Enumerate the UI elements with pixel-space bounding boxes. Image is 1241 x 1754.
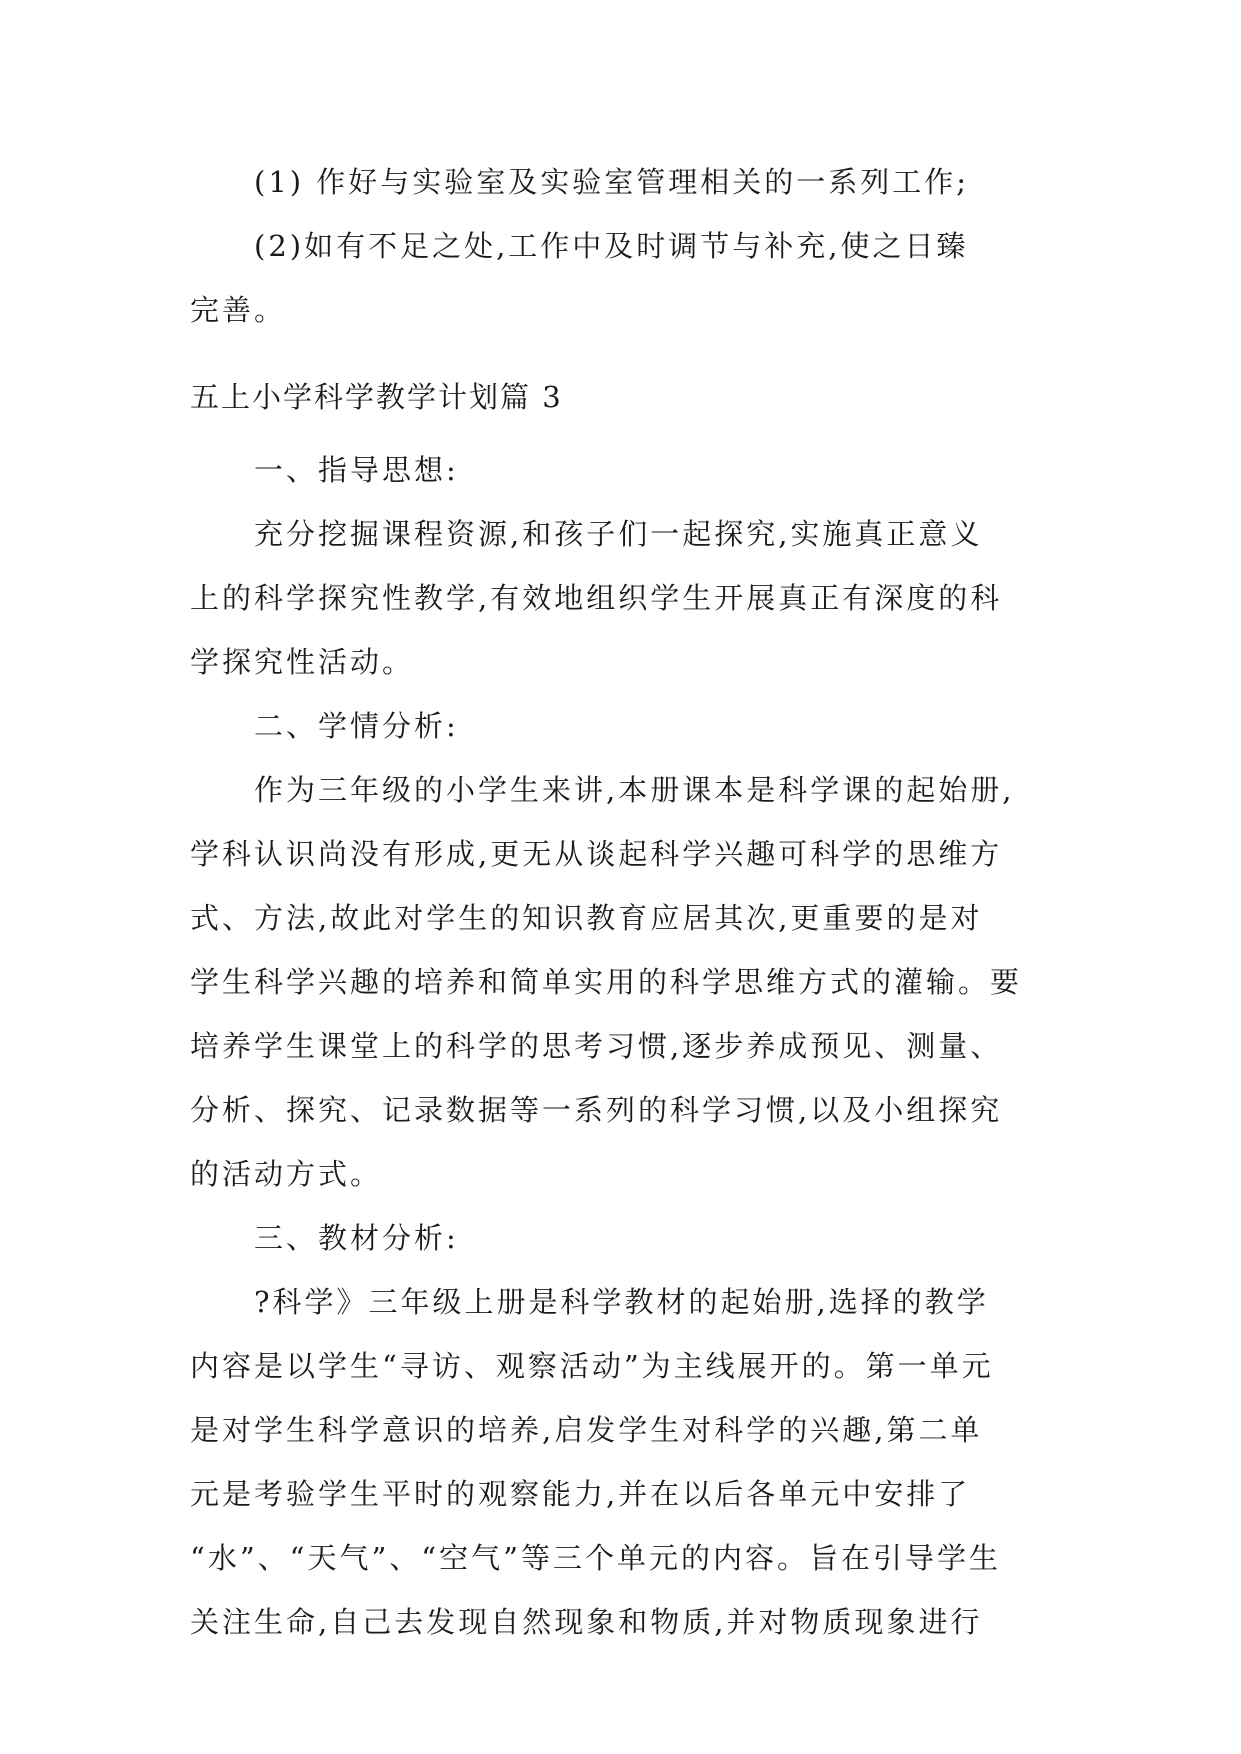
text-line: ?科学》三年级上册是科学教材的起始册,选择的教学 [254,1285,989,1319]
text-line: 作为三年级的小学生来讲,本册课本是科学课的起始册, [254,773,1015,807]
text-line: 关注生命,自己去发现自然现象和物质,并对物质现象进行 [190,1605,983,1639]
text-line: 培养学生课堂上的科学的思考习惯,逐步养成预见、测量、 [190,1029,1003,1063]
text-line: 三、教材分析: [254,1221,459,1255]
text-line: “水”、“天气”、“空气”等三个单元的内容。旨在引导学生 [190,1541,1001,1575]
heading-text: 五上小学科学教学计划篇 3 [190,380,563,414]
text-line: 学生科学兴趣的培养和简单实用的科学思维方式的灌输。要 [190,965,1023,999]
subheading-student-analysis [190,694,1060,758]
text-line: 内容是以学生“寻访、观察活动”为主线展开的。第一单元 [190,1349,994,1383]
text-line: 二、学情分析: [254,709,459,743]
text-line: 充分挖掘课程资源,和孩子们一起探究,实施真正意义 [254,517,983,551]
text-line: 学探究性活动。 [190,645,415,679]
paragraph-textbook-analysis [190,1270,1060,1654]
text-line: 分析、探究、记录数据等一系列的科学习惯,以及小组探究 [190,1093,1003,1127]
text-line: 元是考验学生平时的观察能力,并在以后各单元中安排了 [190,1477,971,1511]
subheading-guiding-thought [190,438,1060,502]
text-line: 的活动方式。 [190,1157,383,1191]
text-line: 学科认识尚没有形成,更无从谈起科学兴趣可科学的思维方 [190,837,1003,871]
text-line: (1) 作好与实验室及实验室管理相关的一系列工作; [254,165,970,199]
paragraph-item-2 [190,214,1060,342]
text-line: (2)如有不足之处,工作中及时调节与补充,使之日臻 [254,229,969,263]
text-line: 式、方法,故此对学生的知识教育应居其次,更重要的是对 [190,901,983,935]
subheading-textbook-analysis [190,1206,1060,1270]
text-line: 上的科学探究性教学,有效地组织学生开展真正有深度的科 [190,581,1003,615]
section-heading [190,365,1060,429]
paragraph-item-1 [190,150,1060,214]
text-line: 完善。 [190,293,287,327]
text-line: 是对学生科学意识的培养,启发学生对科学的兴趣,第二单 [190,1413,983,1447]
paragraph-guiding-thought [190,502,1060,694]
paragraph-student-analysis [190,758,1060,1206]
text-line: 一、指导思想: [254,453,459,487]
